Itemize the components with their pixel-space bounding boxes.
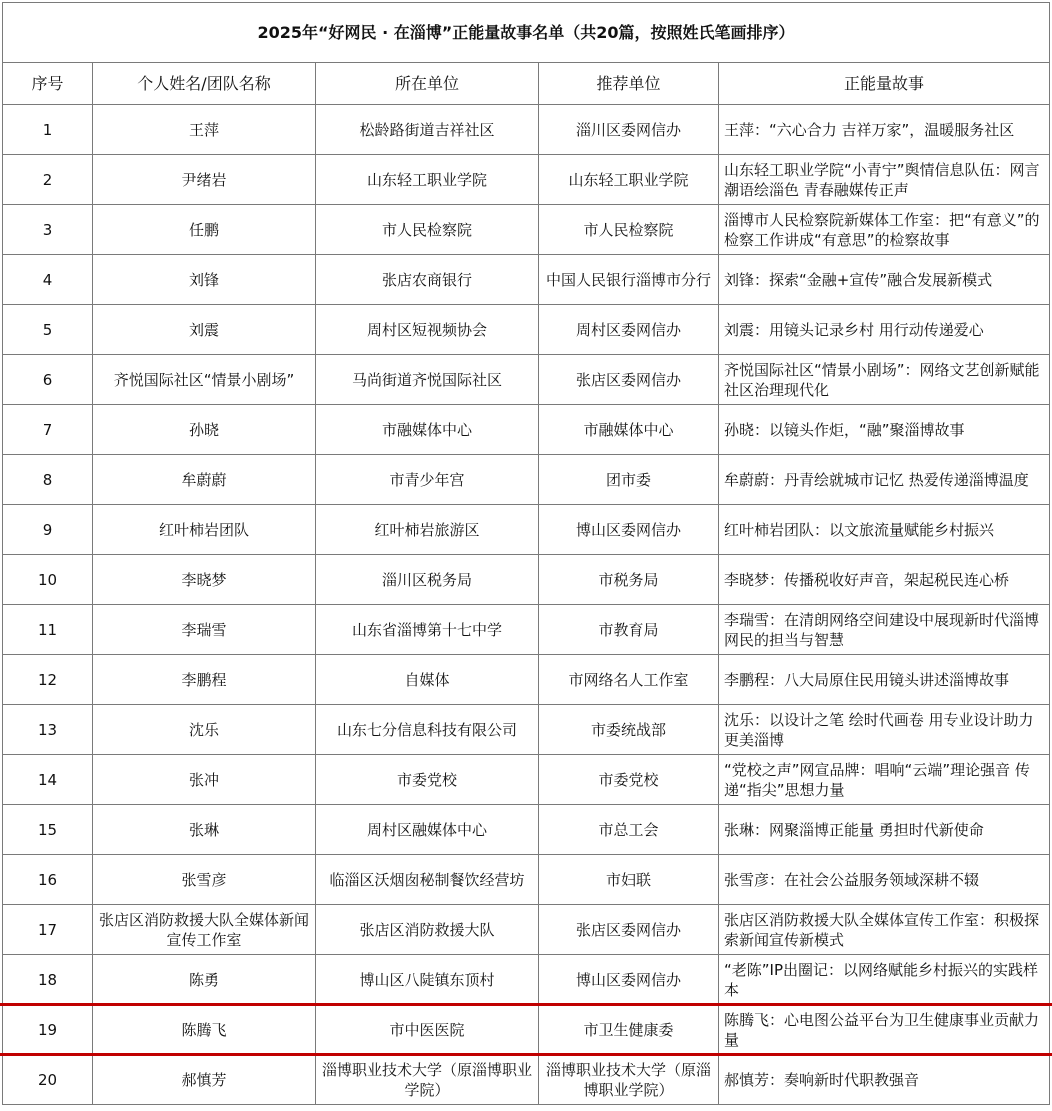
cell-recommender: 市税务局 <box>539 555 719 605</box>
cell-no: 14 <box>3 755 93 805</box>
cell-unit: 山东轻工职业学院 <box>316 155 539 205</box>
table-row <box>3 205 1050 255</box>
cell-story: 刘锋：探索“金融+宣传”融合发展新模式 <box>719 255 1050 305</box>
cell-recommender: 张店区委网信办 <box>539 905 719 955</box>
cell-story: 张琳：网聚淄博正能量 勇担时代新使命 <box>719 805 1050 855</box>
cell-no: 1 <box>3 105 93 155</box>
cell-unit: 博山区八陡镇东顶村 <box>316 955 539 1005</box>
cell-story: 陈腾飞：心电图公益平台为卫生健康事业贡献力量 <box>719 1005 1050 1055</box>
cell-unit: 临淄区沃烟囱秘制餐饮经营坊 <box>316 855 539 905</box>
cell-unit: 市中医医院 <box>316 1005 539 1055</box>
cell-no: 5 <box>3 305 93 355</box>
cell-no: 15 <box>3 805 93 855</box>
cell-name: 王萍 <box>93 105 316 155</box>
cell-story: 张雪彦：在社会公益服务领域深耕不辍 <box>719 855 1050 905</box>
cell-no: 7 <box>3 405 93 455</box>
cell-no: 16 <box>3 855 93 905</box>
cell-name: 孙晓 <box>93 405 316 455</box>
table-row <box>3 255 1050 305</box>
cell-recommender: 市妇联 <box>539 855 719 905</box>
cell-recommender: 市融媒体中心 <box>539 405 719 455</box>
cell-unit: 市青少年宫 <box>316 455 539 505</box>
table-row <box>3 805 1050 855</box>
cell-story: 李鹏程：八大局原住民用镜头讲述淄博故事 <box>719 655 1050 705</box>
cell-recommender: 山东轻工职业学院 <box>539 155 719 205</box>
cell-unit: 市融媒体中心 <box>316 405 539 455</box>
cell-unit: 市人民检察院 <box>316 205 539 255</box>
cell-story: 郝慎芳：奏响新时代职教强音 <box>719 1055 1050 1105</box>
table-row <box>3 405 1050 455</box>
cell-story: 李晓梦：传播税收好声音，架起税民连心桥 <box>719 555 1050 605</box>
cell-story: 红叶柿岩团队：以文旅流量赋能乡村振兴 <box>719 505 1050 555</box>
cell-recommender: 博山区委网信办 <box>539 955 719 1005</box>
cell-unit: 张店农商银行 <box>316 255 539 305</box>
cell-name: 张琳 <box>93 805 316 855</box>
table-row <box>3 655 1050 705</box>
cell-unit: 周村区短视频协会 <box>316 305 539 355</box>
table-row <box>3 955 1050 1005</box>
cell-recommender: 团市委 <box>539 455 719 505</box>
column-header-name: 个人姓名/团队名称 <box>93 63 316 105</box>
cell-name: 沈乐 <box>93 705 316 755</box>
cell-unit: 张店区消防救援大队 <box>316 905 539 955</box>
cell-name: 牟蔚蔚 <box>93 455 316 505</box>
cell-unit: 淄博职业技术大学（原淄博职业学院） <box>316 1055 539 1105</box>
cell-recommender: 市委统战部 <box>539 705 719 755</box>
table-row <box>3 605 1050 655</box>
cell-no: 2 <box>3 155 93 205</box>
cell-story: 牟蔚蔚：丹青绘就城市记忆 热爱传递淄博温度 <box>719 455 1050 505</box>
table-row <box>3 105 1050 155</box>
cell-recommender: 市总工会 <box>539 805 719 855</box>
cell-no: 12 <box>3 655 93 705</box>
cell-no: 9 <box>3 505 93 555</box>
cell-name: 刘震 <box>93 305 316 355</box>
table-row <box>3 1005 1050 1055</box>
cell-name: 陈腾飞 <box>93 1005 316 1055</box>
cell-recommender: 市教育局 <box>539 605 719 655</box>
cell-story: 淄博市人民检察院新媒体工作室：把“有意义”的检察工作讲成“有意思”的检察故事 <box>719 205 1050 255</box>
cell-story: 刘震：用镜头记录乡村 用行动传递爱心 <box>719 305 1050 355</box>
cell-name: 尹绪岩 <box>93 155 316 205</box>
cell-story: 孙晓：以镜头作炬，“融”聚淄博故事 <box>719 405 1050 455</box>
table-row <box>3 555 1050 605</box>
cell-recommender: 市网络名人工作室 <box>539 655 719 705</box>
cell-unit: 自媒体 <box>316 655 539 705</box>
table-row <box>3 505 1050 555</box>
highlight-line-top <box>0 1003 1052 1006</box>
cell-story: 沈乐：以设计之笔 绘时代画卷 用专业设计助力更美淄博 <box>719 705 1050 755</box>
cell-recommender: 市卫生健康委 <box>539 1005 719 1055</box>
cell-recommender: 淄博职业技术大学（原淄博职业学院） <box>539 1055 719 1105</box>
table-row <box>3 355 1050 405</box>
cell-unit: 淄川区税务局 <box>316 555 539 605</box>
cell-recommender: 中国人民银行淄博市分行 <box>539 255 719 305</box>
cell-unit: 马尚街道齐悦国际社区 <box>316 355 539 405</box>
cell-name: 李晓梦 <box>93 555 316 605</box>
cell-story: 李瑞雪：在清朗网络空间建设中展现新时代淄博网民的担当与智慧 <box>719 605 1050 655</box>
cell-name: 张雪彦 <box>93 855 316 905</box>
cell-no: 19 <box>3 1005 93 1055</box>
cell-recommender: 张店区委网信办 <box>539 355 719 405</box>
cell-name: 郝慎芳 <box>93 1055 316 1105</box>
table-row <box>3 705 1050 755</box>
table-row <box>3 155 1050 205</box>
cell-unit: 松龄路街道吉祥社区 <box>316 105 539 155</box>
cell-name: 张店区消防救援大队全媒体新闻宣传工作室 <box>93 905 316 955</box>
cell-story: 山东轻工职业学院“小青宁”舆情信息队伍：网言潮语绘淄色 青春融媒传正声 <box>719 155 1050 205</box>
table-row <box>3 1055 1050 1105</box>
cell-recommender: 市人民检察院 <box>539 205 719 255</box>
table-row <box>3 455 1050 505</box>
cell-name: 李鹏程 <box>93 655 316 705</box>
table-row <box>3 305 1050 355</box>
highlight-line-bottom <box>0 1053 1052 1056</box>
cell-story: “党校之声”网宣品牌：唱响“云端”理论强音 传递“指尖”思想力量 <box>719 755 1050 805</box>
cell-no: 8 <box>3 455 93 505</box>
cell-unit: 市委党校 <box>316 755 539 805</box>
cell-unit: 山东七分信息科技有限公司 <box>316 705 539 755</box>
cell-no: 18 <box>3 955 93 1005</box>
title-row <box>3 3 1050 63</box>
cell-recommender: 周村区委网信办 <box>539 305 719 355</box>
cell-name: 刘锋 <box>93 255 316 305</box>
cell-unit: 周村区融媒体中心 <box>316 805 539 855</box>
column-header-no: 序号 <box>3 63 93 105</box>
cell-no: 10 <box>3 555 93 605</box>
cell-no: 3 <box>3 205 93 255</box>
cell-no: 17 <box>3 905 93 955</box>
table-title: 2025年“好网民 · 在淄博”正能量故事名单（共20篇，按照姓氏笔画排序） <box>3 3 1050 63</box>
cell-name: 陈勇 <box>93 955 316 1005</box>
cell-recommender: 淄川区委网信办 <box>539 105 719 155</box>
column-header-recommender: 推荐单位 <box>539 63 719 105</box>
cell-no: 11 <box>3 605 93 655</box>
cell-story: 王萍：“六心合力 吉祥万家”，温暖服务社区 <box>719 105 1050 155</box>
table-row <box>3 855 1050 905</box>
table-row <box>3 905 1050 955</box>
cell-name: 张冲 <box>93 755 316 805</box>
cell-story: “老陈”IP出圈记：以网络赋能乡村振兴的实践样本 <box>719 955 1050 1005</box>
cell-no: 4 <box>3 255 93 305</box>
column-header-unit: 所在单位 <box>316 63 539 105</box>
cell-story: 齐悦国际社区“情景小剧场”：网络文艺创新赋能社区治理现代化 <box>719 355 1050 405</box>
cell-no: 20 <box>3 1055 93 1105</box>
cell-name: 任鹏 <box>93 205 316 255</box>
cell-unit: 红叶柿岩旅游区 <box>316 505 539 555</box>
column-header-story: 正能量故事 <box>719 63 1050 105</box>
cell-name: 李瑞雪 <box>93 605 316 655</box>
cell-recommender: 博山区委网信办 <box>539 505 719 555</box>
cell-name: 红叶柿岩团队 <box>93 505 316 555</box>
cell-name: 齐悦国际社区“情景小剧场” <box>93 355 316 405</box>
cell-unit: 山东省淄博第十七中学 <box>316 605 539 655</box>
cell-no: 6 <box>3 355 93 405</box>
header-row <box>3 63 1050 105</box>
cell-no: 13 <box>3 705 93 755</box>
cell-recommender: 市委党校 <box>539 755 719 805</box>
table-row <box>3 755 1050 805</box>
cell-story: 张店区消防救援大队全媒体宣传工作室：积极探索新闻宣传新模式 <box>719 905 1050 955</box>
story-list-table <box>2 2 1050 1105</box>
